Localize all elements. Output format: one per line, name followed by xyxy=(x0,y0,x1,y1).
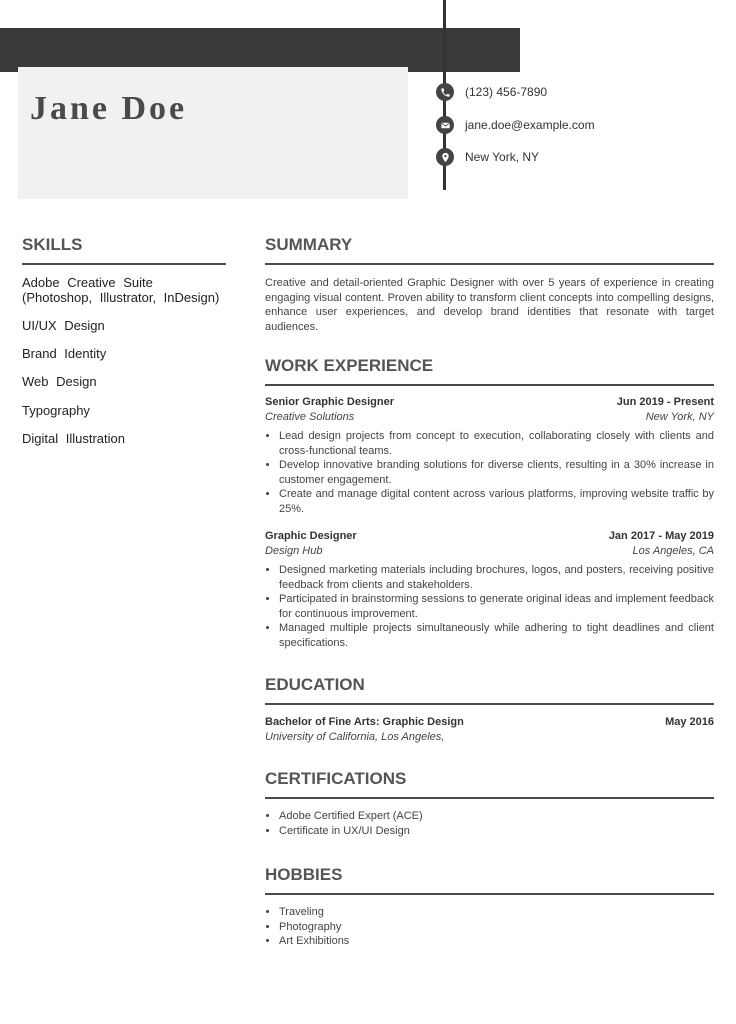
job-bullets xyxy=(265,429,714,516)
job-company: Design Hub xyxy=(265,544,323,557)
degree-title: Bachelor of Fine Arts: Graphic Design xyxy=(265,716,464,728)
certification-item: • Certificate in UX/UI Design xyxy=(279,824,714,839)
school-name: University of California, Los Angeles, xyxy=(265,730,445,743)
skills-list xyxy=(22,275,226,446)
right-column xyxy=(265,235,714,949)
header-dark-bar xyxy=(0,28,520,72)
job-location: Los Angeles, CA xyxy=(632,544,714,557)
job-title: Graphic Designer xyxy=(265,530,357,542)
experience-section xyxy=(265,356,714,650)
hobbies-heading: HOBBIES xyxy=(265,865,714,895)
hobby-item: • Traveling xyxy=(279,905,714,920)
job-bullet: • Participated in brainstorming sessions to generate original ideas and implement feedback for continuous improvement. xyxy=(279,592,714,621)
education-entry xyxy=(265,715,714,744)
summary-text: Creative and detail-oriented Graphic Designer with over 5 years of experience in creating engaging visual content. Proven ability to transform client concepts into compelling designs, enhance user experiences, and develop brand identities that resonate with target audiences. xyxy=(265,277,714,333)
job-bullets xyxy=(265,563,714,650)
job-bullet: • Lead design projects from concept to execution, collaborating closely with clients and cross-functional teams. xyxy=(279,429,714,458)
left-column xyxy=(22,235,226,446)
skill-item: Adobe Creative Suite (Photoshop, Illustrator, InDesign) xyxy=(22,275,220,305)
job-title: Senior Graphic Designer xyxy=(265,396,394,408)
name-panel xyxy=(18,67,408,199)
job-bullet: • Create and manage digital content across various platforms, improving website traffic by 25%. xyxy=(279,487,714,516)
contact-location xyxy=(436,148,539,166)
skill-item: Web Design xyxy=(22,374,97,389)
hobbies-list xyxy=(265,905,714,949)
education-section xyxy=(265,675,714,744)
contact-phone-text: (123) 456-7890 xyxy=(465,85,548,99)
phone-icon xyxy=(436,83,454,101)
certification-item: • Adobe Certified Expert (ACE) xyxy=(279,809,714,824)
candidate-name: Jane Doe xyxy=(30,90,188,127)
job-bullet: • Designed marketing materials including brochures, logos, and posters, receiving positive feedback from clients and stakeholders. xyxy=(279,563,714,592)
skill-item: Digital Illustration xyxy=(22,431,125,446)
contact-location-text: New York, NY xyxy=(465,150,540,164)
hobbies-section xyxy=(265,865,714,949)
skill-item: Brand Identity xyxy=(22,346,107,361)
contact-email-text: jane.doe@example.com xyxy=(465,118,595,132)
contact-phone xyxy=(436,83,547,101)
summary-heading: SUMMARY xyxy=(265,235,714,265)
job-entry xyxy=(265,395,714,516)
education-heading: EDUCATION xyxy=(265,675,714,705)
hobby-item: • Photography xyxy=(279,920,714,935)
location-pin-icon xyxy=(436,148,454,166)
certifications-list xyxy=(265,809,714,838)
degree-date: May 2016 xyxy=(665,716,714,728)
contact-email xyxy=(436,116,595,134)
job-dates: Jan 2017 - May 2019 xyxy=(608,530,714,542)
job-bullet: • Managed multiple projects simultaneously while adhering to tight deadlines and client specifications. xyxy=(279,621,714,650)
summary-section xyxy=(265,235,714,334)
job-company: Creative Solutions xyxy=(265,410,355,423)
hobby-item: • Art Exhibitions xyxy=(279,934,714,949)
job-location: New York, NY xyxy=(645,410,714,423)
envelope-icon xyxy=(436,116,454,134)
experience-heading: WORK EXPERIENCE xyxy=(265,356,714,386)
skill-item: Typography xyxy=(22,403,90,418)
job-bullet: • Develop innovative branding solutions for diverse clients, resulting in a 30% increase in customer engagement. xyxy=(279,458,714,487)
skill-item: UI/UX Design xyxy=(22,318,105,333)
job-dates: Jun 2019 - Present xyxy=(616,396,714,408)
certifications-section xyxy=(265,769,714,838)
skills-heading: SKILLS xyxy=(22,235,226,265)
certifications-heading: CERTIFICATIONS xyxy=(265,769,714,799)
job-entry xyxy=(265,529,714,650)
